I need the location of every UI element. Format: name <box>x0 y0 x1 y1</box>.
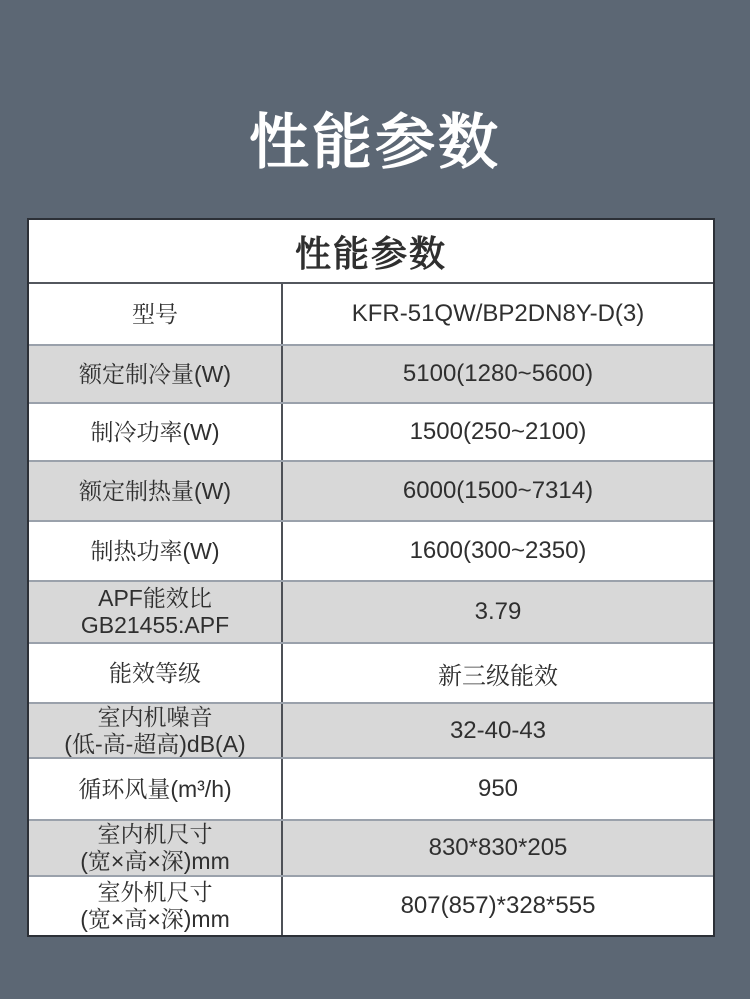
row-label: 额定制热量(W) <box>78 477 232 504</box>
table-row-air-circulation <box>29 757 713 819</box>
row-label-line2: (宽×高×深)mm <box>80 848 230 874</box>
row-label-cell <box>29 462 283 520</box>
row-value-cell <box>283 404 713 460</box>
row-label-cell <box>29 877 283 935</box>
table-row-efficiency-grade <box>29 642 713 702</box>
row-value-cell <box>283 821 713 875</box>
row-value: 830*830*205 <box>428 834 568 861</box>
row-value: 950 <box>477 775 519 802</box>
row-label: 室内机尺寸 <box>97 821 213 847</box>
row-label-cell <box>29 704 283 757</box>
row-label-cell <box>29 582 283 642</box>
table-row-outdoor-unit-size <box>29 875 713 935</box>
row-label-cell <box>29 759 283 819</box>
table-row-rated-cooling-capacity <box>29 344 713 402</box>
row-value-cell <box>283 346 713 402</box>
row-label: 制冷功率(W) <box>90 418 220 445</box>
table-row-model <box>29 284 713 344</box>
row-label: 额定制冷量(W) <box>78 360 232 387</box>
row-value: 1500(250~2100) <box>409 418 587 445</box>
row-value-cell <box>283 644 713 702</box>
row-value: 3.79 <box>474 598 522 625</box>
row-label-cell <box>29 404 283 460</box>
row-value: 6000(1500~7314) <box>402 477 594 504</box>
row-label: 能效等级 <box>109 659 201 686</box>
table-rows <box>29 284 713 935</box>
row-label: 制热功率(W) <box>90 537 220 564</box>
row-label-cell <box>29 346 283 402</box>
row-label-cell <box>29 284 283 344</box>
row-value: KFR-51QW/BP2DN8Y-D(3) <box>351 300 645 327</box>
row-value-cell <box>283 704 713 757</box>
table-row-apf-efficiency <box>29 580 713 642</box>
row-value: 5100(1280~5600) <box>402 360 594 387</box>
row-value: 32-40-43 <box>449 716 547 744</box>
row-value: 807(857)*328*555 <box>400 892 596 919</box>
row-value-cell <box>283 462 713 520</box>
row-value-cell <box>283 582 713 642</box>
table-row-cooling-power <box>29 402 713 460</box>
table-row-indoor-unit-size <box>29 819 713 875</box>
row-label: APF能效比 <box>98 585 212 611</box>
table-row-heating-power <box>29 520 713 580</box>
row-label: 型号 <box>132 300 178 327</box>
row-value: 新三级能效 <box>438 662 558 690</box>
spec-table <box>27 218 715 937</box>
table-row-indoor-noise <box>29 702 713 757</box>
page-title: 性能参数 <box>249 109 501 176</box>
row-label-cell <box>29 644 283 702</box>
table-header-title: 性能参数 <box>29 220 713 284</box>
row-label: 室外机尺寸 <box>97 879 213 905</box>
row-value-cell <box>283 522 713 580</box>
row-label-line2: GB21455:APF <box>80 612 230 638</box>
row-value: 1600(300~2350) <box>409 537 587 564</box>
row-value-cell <box>283 877 713 935</box>
row-label-line2: (宽×高×深)mm <box>80 906 230 932</box>
table-row-rated-heating-capacity <box>29 460 713 520</box>
row-label-cell <box>29 821 283 875</box>
row-label: 循环风量(m³/h) <box>78 775 232 802</box>
row-value-cell <box>283 284 713 344</box>
row-value-cell <box>283 759 713 819</box>
row-label-cell <box>29 522 283 580</box>
row-label-line2: (低-高-超高)dB(A) <box>64 730 246 757</box>
row-label: 室内机噪音 <box>97 703 213 730</box>
